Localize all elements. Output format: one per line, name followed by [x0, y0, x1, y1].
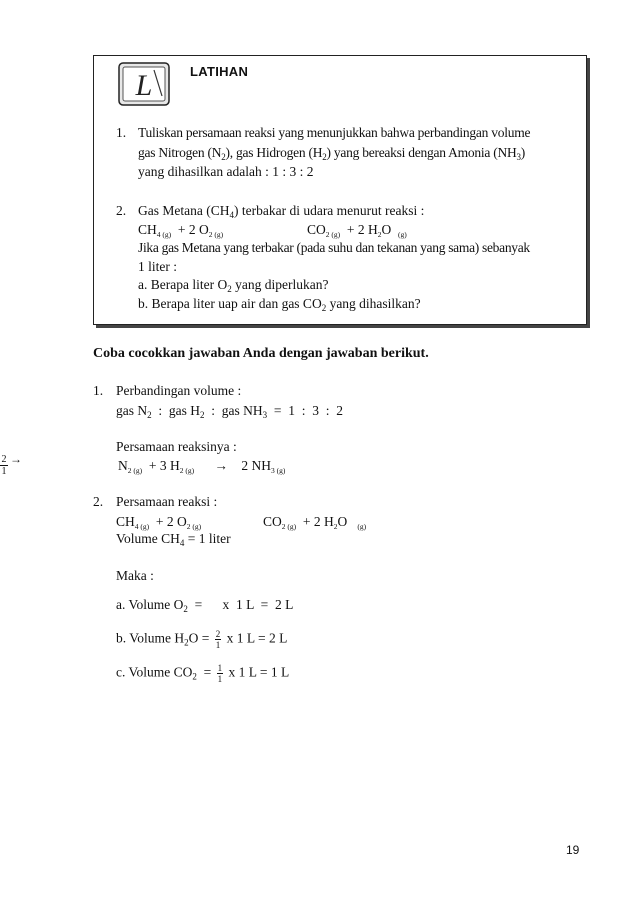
- answer-heading: Coba cocokkan jawaban Anda dengan jawaban berikut.: [93, 346, 429, 361]
- icon-letter: L: [135, 69, 153, 102]
- ans1-equation: $N_{2 (g)} + 3$ $H_{2 (g)}$ → 2 $NH_{3 (g)}$: [118, 458, 286, 475]
- q2-sub-b: b. Berapa liter uap air dan gas $CO_2$ yang dihasilkan?: [138, 296, 421, 313]
- ans2-label: Persamaan reaksi :: [116, 494, 218, 509]
- q1-line2: gas Nitrogen $(N_2)$, gas Hidrogen $(H_2)$ yang bereaksi dengan Amonia $(NH_3)$: [138, 145, 526, 162]
- q1-number: 1.: [116, 125, 127, 140]
- fraction-b: $\frac{2}{1}$: [215, 629, 221, 650]
- ans1-label: Perbandingan volume :: [116, 383, 242, 398]
- q2-equation-products: $CO_{2 (g)} + 2$ $H_2O$ $_{(g)}$: [307, 222, 407, 239]
- margin-fraction: 2 1: [1, 454, 7, 477]
- page-number: 19: [566, 843, 580, 857]
- ans1-reaction-label: Persamaan reaksinya :: [116, 439, 237, 454]
- q1-line1: Tuliskan persamaan reaksi yang menunjukkan bahwa perbandingan volume: [138, 125, 531, 140]
- q1-line3: yang dihasilkan adalah : 1 : 3 : 2: [138, 164, 314, 179]
- q2-number: 2.: [116, 203, 127, 218]
- ans2-volume: Volume $CH_4 = 1$ liter: [116, 531, 231, 548]
- ans2-result-c: c. Volume $CO_2$ = $\frac{1}{1}$ x 1 L = 1 L: [116, 663, 290, 684]
- ans1-number: 1.: [93, 383, 104, 398]
- q2-equation-reactants: $CH_{4 (g)} + 2$ $O_{2 (g)}$: [138, 222, 224, 239]
- ans2-result-b: b. Volume $H_2O$ = $\frac{2}{1}$ x 1 L = 2 L: [116, 629, 288, 650]
- q2-line1: Gas Metana $(CH_4)$ terbakar di udara menurut reaksi :: [138, 203, 425, 220]
- exercise-title: LATIHAN: [190, 64, 249, 79]
- ans2-equation-reactants: $CH_{4 (g)} + 2$ $O_{2 (g)}$: [116, 514, 202, 531]
- ans1-ratio: gas $N_2$ : gas $H_2$ : gas $NH_3 = 1$ : 3 : 2: [116, 403, 343, 420]
- fraction-c: $\frac{1}{1}$: [217, 663, 223, 684]
- pencil-letter-icon: [118, 62, 170, 106]
- ans2-equation-products: $CO_{2 (g)} + 2$ $H_2O$ $_{(g)}$: [263, 514, 367, 531]
- q2-line3: Jika gas Metana yang terbakar (pada suhu dan tekanan yang sama) sebanyak: [138, 240, 530, 255]
- ans2-maka: Maka :: [116, 568, 154, 583]
- margin-arrow-icon: →: [10, 452, 22, 466]
- ans2-number: 2.: [93, 494, 104, 509]
- reaction-arrow: →: [214, 458, 228, 473]
- q2-line4: 1 liter :: [138, 259, 177, 274]
- q2-sub-a: a. Berapa liter $O_2$ yang diperlukan?: [138, 277, 329, 294]
- ans2-result-a: a. Volume $O_2$ = x 1 L = 2 L: [116, 597, 294, 614]
